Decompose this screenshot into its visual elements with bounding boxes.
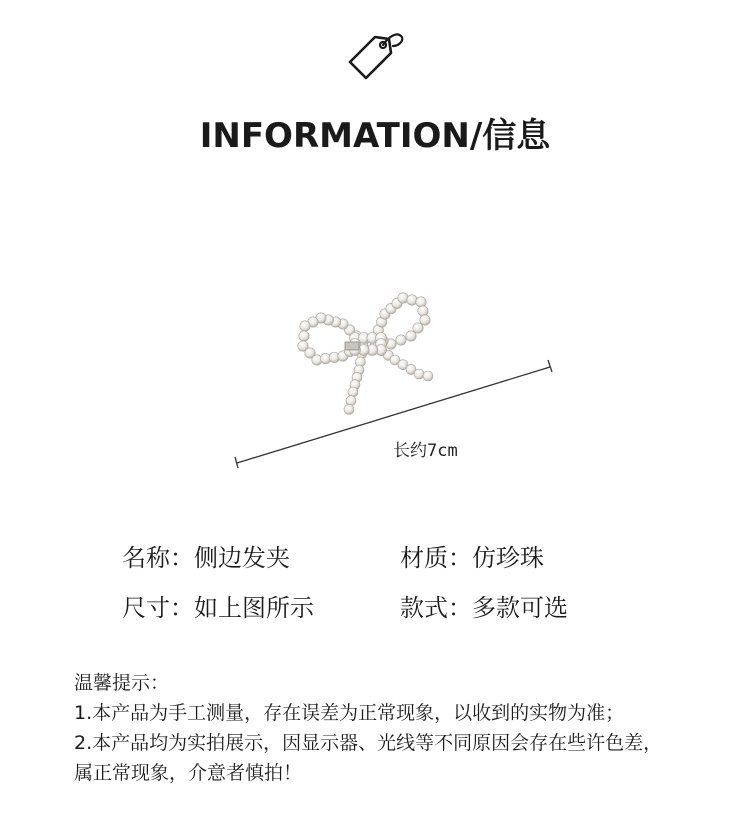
pearl (407, 295, 417, 305)
notice-line-2: 2.本产品均为实拍展示，因显示器、光线等不同原因会存在些许色差， (74, 732, 663, 754)
spec-name: 名称：侧边发夹 (122, 544, 290, 572)
notice-line-1: 1.本产品为手工测量，存在误差为正常现象，以收到的实物为准； (74, 702, 625, 724)
pearl (406, 331, 416, 341)
notice-line-3: 属正常现象，介意者慎拍！ (74, 762, 303, 784)
spec-material: 材质：仿珍珠 (400, 544, 544, 572)
price-tag-icon (345, 28, 407, 90)
spec-size: 尺寸：如上图所示 (122, 594, 314, 622)
pearl (414, 369, 424, 379)
notice-heading: 温馨提示： (74, 672, 170, 694)
clip-metal (345, 342, 359, 350)
spec-style: 款式：多款可选 (400, 594, 568, 622)
pearl (300, 321, 310, 331)
pearl (413, 323, 423, 333)
pearl (416, 297, 426, 307)
pearl (420, 315, 430, 325)
pearl (344, 404, 354, 414)
pearl (348, 387, 358, 397)
pearl (396, 335, 406, 345)
pearl (299, 331, 309, 341)
pearl (423, 371, 433, 381)
pearl (346, 396, 356, 406)
notice-block (74, 668, 714, 788)
bow-pearls (298, 293, 433, 415)
page-title: INFORMATION/信息 (199, 116, 551, 156)
pearl (398, 293, 408, 303)
measure-label: 长约7cm (393, 441, 458, 461)
pearl (418, 306, 428, 316)
